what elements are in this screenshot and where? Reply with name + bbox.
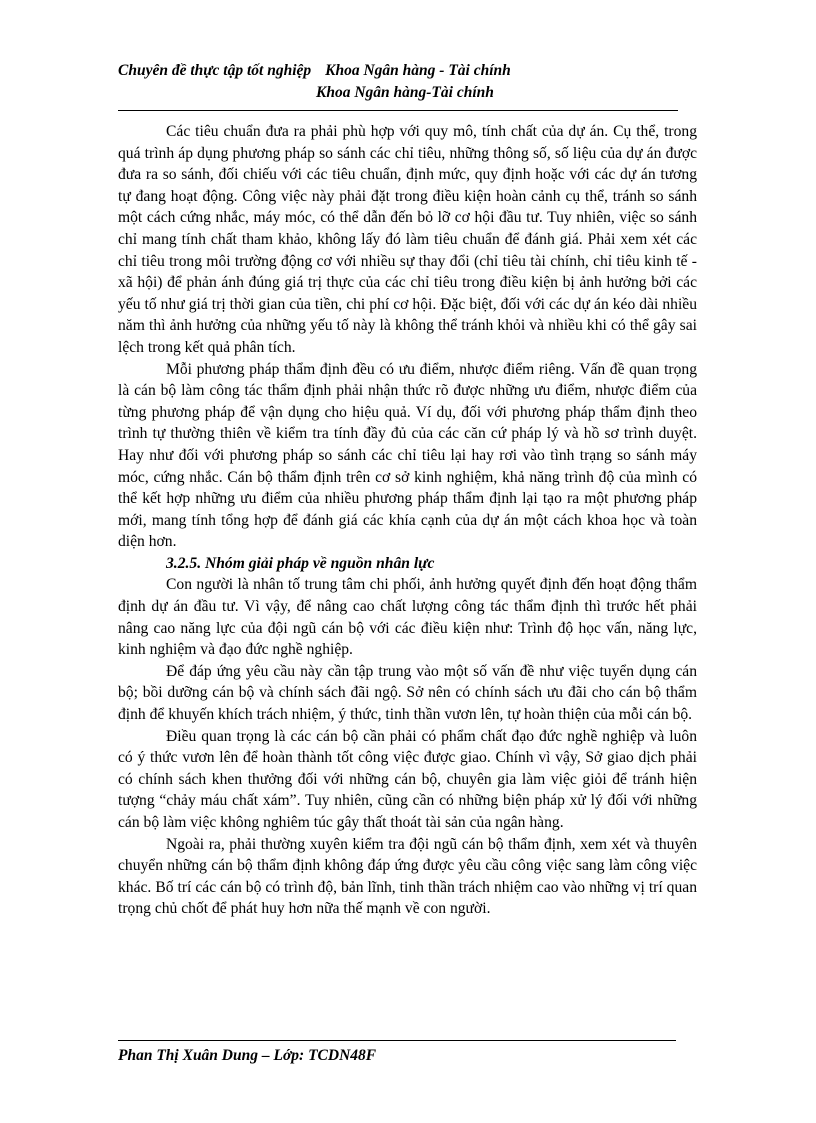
page-footer: Phan Thị Xuân Dung – Lớp: TCDN48F <box>118 1047 377 1064</box>
footer-divider <box>118 1040 676 1041</box>
paragraph: Mỗi phương pháp thẩm định đều có ưu điểm, nhược điểm riêng. Vấn đề quan trọng là cán bộ làm công tác thẩm định phải nhận thức rõ được những ưu điểm, nhược điểm của từng phương pháp để vận dụng cho hiệu quả. Ví dụ, đối với phương pháp thẩm định theo trình tự thường thiên về kiểm tra tính đầy đủ của các căn cứ pháp lý và hồ sơ trình duyệt. Hay như đối với phương pháp so sánh các chỉ tiêu lại hay rơi vào tình trạng so sánh máy móc, cứng nhắc. Cán bộ thẩm định trên cơ sở kinh nghiệm, khả năng trình độ của mình có thể kết hợp những ưu điểm của nhiều phương pháp thẩm định lại tạo ra một phương pháp mới, mang tính tổng hợp để đánh giá các khía cạnh của dự án một cách khoa học và toàn diện hơn. <box>118 360 697 551</box>
paragraph: Con người là nhân tố trung tâm chi phối, ảnh hưởng quyết định đến hoạt động thẩm định dự án đầu tư. Vì vậy, để nâng cao chất lượng công tác thẩm định thì trước hết phải nâng cao năng lực của đội ngũ cán bộ với các điều kiện như: Trình độ học vấn, năng lực, kinh nghiệm và đạo đức nghề nghiệp. <box>118 576 697 659</box>
header-faculty: Khoa Ngân hàng - Tài chính <box>325 62 511 79</box>
paragraph: Ngoài ra, phải thường xuyên kiểm tra đội ngũ cán bộ thẩm định, xem xét và thuyên chuyển những cán bộ thẩm định không đáp ứng được yêu cầu công việc sang làm công việc khác. Bố trí các cán bộ có trình độ, bản lĩnh, tinh thần trách nhiệm cao vào những vị trí quan trọng chủ chốt để phát huy hơn nữa thế mạnh về con người. <box>118 835 697 918</box>
paragraph: Để đáp ứng yêu cầu này cần tập trung vào một số vấn đề như việc tuyển dụng cán bộ; bồi dưỡng cán bộ và chính sách đãi ngộ. Sở nên có chính sách ưu đãi cho cán bộ thẩm định để khuyến khích trách nhiệm, ý thức, tinh thần vươn lên, tự hoàn thiện của mỗi cán bộ. <box>118 662 697 724</box>
paragraph: Điều quan trọng là các cán bộ cần phải có phẩm chất đạo đức nghề nghiệp và luôn có ý thức vươn lên để hoàn thành tốt công việc được giao. Chính vì vậy, Sở giao dịch phải có chính sách khen thưởng đối với những cán bộ, chuyên gia làm việc giỏi để tránh hiện tượng “chảy máu chất xám”. Tuy nhiên, cũng cần có những biện pháp xử lý đối với những cán bộ làm việc không nghiêm túc gây thất thoát tài sản của ngân hàng. <box>118 727 697 831</box>
section-heading: 3.2.5. Nhóm giải pháp về nguồn nhân lực <box>166 554 435 572</box>
page-header <box>118 60 678 111</box>
paragraph: Các tiêu chuẩn đưa ra phải phù hợp với quy mô, tính chất của dự án. Cụ thể, trong quá trình áp dụng phương pháp so sánh các chỉ tiêu, những thông số, số liệu của dự án được đưa ra so sánh, đối chiếu với các tiêu chuẩn, định mức, quy định hoặc với các dự án tương tự đang hoạt động. Công việc này phải đặt trong điều kiện hoàn cảnh cụ thể, tránh so sánh một cách cứng nhắc, máy móc, có thể dẫn đến bỏ lỡ cơ hội đầu tư. Tuy nhiên, việc so sánh chỉ mang tính chất tham khảo, không lấy đó làm tiêu chuẩn để đánh giá. Phải xem xét các chỉ tiêu trong môi trường động cơ với nhiều sự thay đổi (chỉ tiêu tài chính, chỉ tiêu kinh tế - xã hội) để phản ánh đúng giá trị thực của các chỉ tiêu trong điều kiện bị ảnh hưởng bởi các yếu tố như giá trị thời gian của tiền, chi phí cơ hội. Đặc biệt, đối với các dự án kéo dài nhiều năm thì ảnh hưởng của những yếu tố này là không thể tránh khỏi và nhiều khi có thể gây sai lệch trong kết quả phân tích. <box>118 123 697 356</box>
page-body <box>118 121 697 920</box>
header-faculty-line2: Khoa Ngân hàng-Tài chính <box>316 84 494 101</box>
header-thesis-title: Chuyên đề thực tập tốt nghiệp <box>118 62 312 79</box>
